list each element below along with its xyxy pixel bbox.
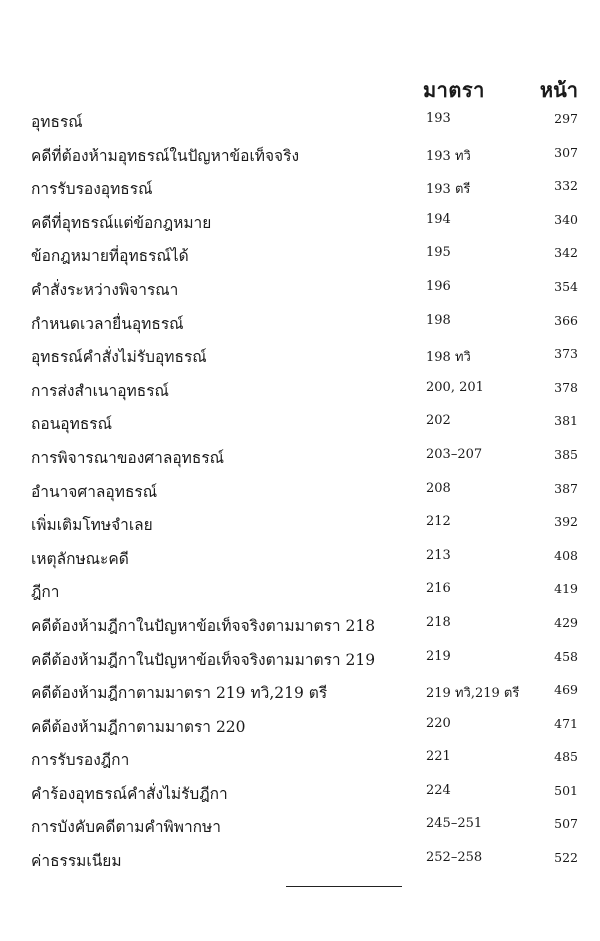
page-column-heading: หน้า [539,78,578,102]
entry-section-number: 252–258 [426,850,483,866]
entry-section-number: 219 [426,648,451,664]
entry-title: คดีที่ต้องห้ามอุทธรณ์ในปัญหาข้อเท็จจริง [31,146,300,165]
contents-entry [0,171,600,205]
contents-entry [0,406,600,440]
entry-section-number: 196 [426,278,451,294]
entry-section-number: 224 [426,782,451,798]
entry-section-number: 212 [426,514,451,530]
entry-title: ฎีกา [31,583,60,602]
entry-title: การบังคับคดีตามคำพิพากษา [31,818,221,837]
entry-title: การส่งสำเนาอุทธรณ์ [31,381,169,400]
entry-title: อุทธรณ์คำสั่งไม่รับอุทธรณ์ [31,348,207,367]
contents-entry [0,474,600,508]
entry-page-number: 387 [554,480,578,496]
column-header [0,68,600,102]
entry-section-number: 218 [426,614,451,630]
entry-section-number: 193 ทวิ [426,148,471,164]
entry-title: การรับรองอุทธรณ์ [31,180,153,199]
entry-page-number: 332 [554,178,578,194]
entry-section-number: 208 [426,480,451,496]
entry-section-number: 198 ทวิ [426,350,471,366]
entry-page-number: 419 [554,581,578,597]
entry-page-number: 297 [554,111,578,126]
entry-title: คดีต้องห้ามฎีกาตามมาตรา 219 ทวิ,219 ตรี [31,684,328,703]
entry-page-number: 354 [554,278,578,294]
entry-section-number: 202 [426,413,451,429]
section-column-heading: มาตรา [423,78,485,102]
contents-list [0,104,600,877]
entry-title: ค่าธรรมเนียม [31,852,122,871]
contents-entry [0,373,600,407]
entry-title: คำร้องอุทธรณ์คำสั่งไม่รับฎีกา [31,784,228,803]
entry-title: อำนาจศาลอุทธรณ์ [31,482,158,501]
contents-entry [0,608,600,642]
entry-page-number: 429 [554,614,578,630]
entry-page-number: 366 [554,312,578,328]
contents-entry [0,306,600,340]
entry-page-number: 385 [554,446,578,462]
entry-title: คดีต้องห้ามฎีกาตามมาตรา 220 [31,717,246,736]
contents-entry [0,238,600,272]
contents-entry [0,138,600,172]
entry-page-number: 507 [554,816,578,832]
contents-entry [0,675,600,709]
entry-page-number: 373 [554,346,578,362]
contents-entry [0,742,600,776]
contents-entry [0,205,600,239]
contents-entry [0,507,600,541]
entry-section-number: 194 [426,211,451,227]
entry-page-number: 381 [554,413,578,429]
entry-page-number: 307 [554,144,578,160]
contents-entry [0,843,600,877]
contents-entry [0,709,600,743]
entry-page-number: 522 [554,850,578,866]
entry-title: เหตุลักษณะคดี [31,549,129,568]
contents-entry [0,776,600,810]
entry-title: การรับรองฎีกา [31,751,130,770]
entry-page-number: 458 [554,648,578,664]
entry-title: กำหนดเวลายื่นอุทธรณ์ [31,314,184,333]
entry-section-number: 193 ตรี [426,182,471,198]
entry-section-number: 221 [426,749,451,765]
entry-title: อุทธรณ์ [31,113,83,131]
entry-page-number: 340 [554,211,578,227]
entry-section-number: 200, 201 [426,379,484,395]
contents-entry [0,642,600,676]
entry-page-number: 501 [554,782,578,798]
contents-entry [0,574,600,608]
entry-page-number: 378 [554,379,578,395]
entry-section-number: 216 [426,581,451,597]
contents-entry [0,541,600,575]
entry-title: คดีที่อุทธรณ์แต่ข้อกฎหมาย [31,213,212,232]
entry-section-number: 220 [426,715,451,731]
entry-title: ข้อกฎหมายที่อุทธรณ์ได้ [31,247,189,266]
entry-page-number: 471 [554,715,578,731]
entry-page-number: 408 [554,547,578,563]
entry-section-number: 213 [426,547,451,563]
entry-page-number: 392 [554,514,578,530]
entry-title: คำสั่งระหว่างพิจารณา [31,280,179,299]
entry-title: คดีต้องห้ามฎีกาในปัญหาข้อเท็จจริงตามมาตรา 218 [31,616,376,635]
entry-section-number: 195 [426,245,451,261]
contents-entry [0,339,600,373]
contents-entry [0,104,600,138]
entry-section-number: 245–251 [426,816,483,832]
entry-section-number: 219 ทวิ,219 ตรี [426,686,520,702]
entry-page-number: 485 [554,749,578,765]
entry-section-number: 193 [426,111,451,126]
entry-title: การพิจารณาของศาลอุทธรณ์ [31,448,225,467]
entry-section-number: 203–207 [426,446,483,462]
entry-title: เพิ่มเติมโทษจำเลย [31,516,153,535]
contents-entry [0,272,600,306]
entry-page-number: 469 [554,682,578,698]
entry-title: ถอนอุทธรณ์ [31,415,112,434]
entry-page-number: 342 [554,245,578,261]
bottom-divider [286,886,402,887]
entry-section-number: 198 [426,312,451,328]
contents-entry [0,809,600,843]
entry-title: คดีต้องห้ามฎีกาในปัญหาข้อเท็จจริงตามมาตรา 219 [31,650,376,669]
contents-entry [0,440,600,474]
